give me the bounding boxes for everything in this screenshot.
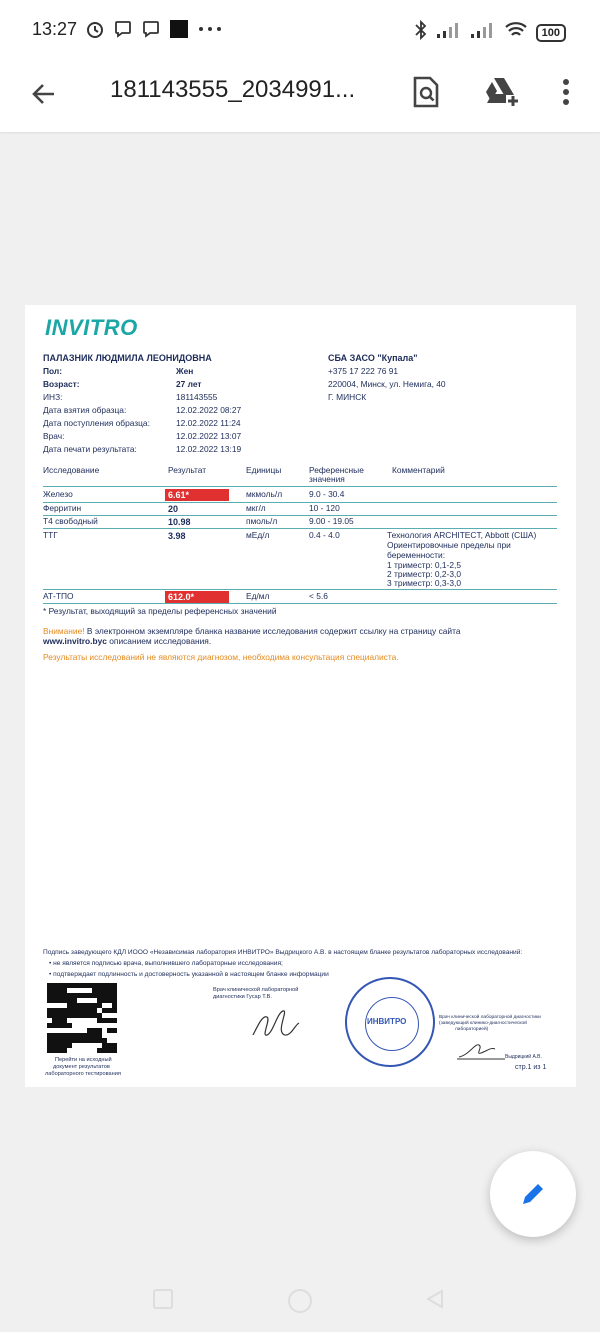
status-bar <box>0 0 600 62</box>
table-divider <box>43 486 557 487</box>
col-test: Исследование <box>43 465 100 475</box>
qr-caption-1: Перейти на исходный <box>55 1057 112 1063</box>
nav-back-button[interactable] <box>424 1288 450 1314</box>
document-page: INVITRO ПАЛАЗНИК ЛЮДМИЛА ЛЕОНИДОВНА Пол: Жен Возраст: 27 лет ИНЗ: 181143555 Дата взятия образца: 12.02.2022 08:27 Дата поступления образца: 12.02.2022 11:24 Врач: 12.02.2022 13:07 Дата печати результата: 12.02.2022 13:19 СБА ЗАСО "Купала" +375 17 222 76 91 220004, Минск, ул. Немига, 40 Г. МИНСК Исследование Результат Единицы Референсные значения Комментарий Железо 6.61* мкмоль/л 9.0 - 30.4 Ферритин 20 мкг/л 10 - 120 Т4 свободный 10.98 пмоль/л 9.00 - 19.05 ТТГ 3.98 мЕд/л 0.4 - 4.0 Технология ARCHITECT, Abbott (США) Ориентировочные пределы при беременности: 1 триместр: 0,1-2,5 2 триместр: 0,2-3,0 3 триместр: 0,3-3,0 АТ-ТПО 612.0* Ед/мл < 5.6 * Результат, выходящий за пределы референсных значений Внимание! В электронном экземпляре бланка название исследования содержит ссылку на страницу сайта www.invitro.byc описанием исследования. Результаты исследований не являются диагнозом, необходима консультация специалиста. Подпись заведующего КДЛ ИООО «Независимая лаборатория ИНВИТРО» Выдрицкого А.В. в настоящем бланке результатов лабораторных исследований: • не является подписью врача, выполнившего лабораторные исследования; • подтверждает подлинность и достоверность указанной в настоящем бланке информации Перейти на исходный документ результатов лабораторного тестирования Врач клинической лабораторной диагностики Гусар Т.В. ИНВИТРО Врач клинической лабораторной диагностики (заведующий клинико-диагностической лабораторией) Выдрицкий А.В. стр.1 из 1 <box>25 305 576 1087</box>
age-label: Возраст: <box>43 379 80 389</box>
row-reference: 9.00 - 19.05 <box>309 516 354 526</box>
doctor-label: Врач: <box>43 431 65 441</box>
row-comment-line: 3 триместр: 0,3-3,0 <box>387 578 461 588</box>
signature-note: Подпись заведующего КДЛ ИООО «Независимая лаборатория ИНВИТРО» Выдрицкого А.В. в настоящем бланке результатов лабораторных исследований: <box>43 949 523 956</box>
table-divider <box>43 603 557 604</box>
row-result-flagged: 612.0* <box>165 591 229 603</box>
more-notifications-icon <box>196 18 224 40</box>
invitro-link[interactable]: www.invitro.byc <box>43 636 107 646</box>
col-comment: Комментарий <box>392 465 445 475</box>
row-comment-line: 2 триместр: 0,2-3,0 <box>387 569 461 579</box>
wifi-icon <box>504 21 528 44</box>
diagnosis-note: Результаты исследований не являются диагнозом, необходима консультация специалиста. <box>43 652 399 662</box>
pencil-icon <box>519 1180 547 1208</box>
head-signature-icon <box>455 1039 507 1061</box>
footnote: * Результат, выходящий за пределы референсных значений <box>43 606 277 616</box>
sample-received-label: Дата поступления образца: <box>43 418 150 428</box>
back-button[interactable] <box>26 76 62 112</box>
recents-button[interactable] <box>152 1288 178 1314</box>
invitro-logo: INVITRO <box>45 315 138 340</box>
doctor-signature-icon <box>245 999 305 1047</box>
col-result: Результат <box>168 465 207 475</box>
attention-text-2: описанием исследования. <box>109 636 212 646</box>
printed-label: Дата печати результата: <box>43 444 137 454</box>
age-value: 27 лет <box>176 379 202 389</box>
row-test: Т4 свободный <box>43 516 98 526</box>
head-signature-title: Врач клинической лабораторной диагностики <box>439 1015 541 1020</box>
row-reference: 0.4 - 4.0 <box>309 530 340 540</box>
more-vert-icon <box>563 79 569 105</box>
table-divider <box>43 589 557 590</box>
row-comment-line: 1 триместр: 0,1-2,5 <box>387 560 461 570</box>
document-title: 181143555_2034991... <box>110 76 356 103</box>
col-units: Единицы <box>246 465 282 475</box>
alarm-icon <box>84 18 106 40</box>
doctor-value: 12.02.2022 13:07 <box>176 431 242 441</box>
navigation-bar <box>0 1270 600 1332</box>
signal-icon <box>470 21 496 44</box>
page-number: стр.1 из 1 <box>515 1064 547 1071</box>
sample-taken-label: Дата взятия образца: <box>43 405 127 415</box>
row-comment-line: Технология ARCHITECT, Abbott (США) <box>387 530 537 540</box>
bullet-1: не является подписью врача, выполнившего лабораторные исследования; <box>53 960 283 967</box>
row-units: Ед/мл <box>246 591 270 601</box>
inz-label: ИНЗ: <box>43 392 63 402</box>
col-reference-2: значения <box>309 474 345 484</box>
row-result-flagged: 6.61* <box>165 489 229 501</box>
sample-received-value: 12.02.2022 11:24 <box>176 418 241 428</box>
more-options-button[interactable] <box>546 72 586 112</box>
row-units: мЕд/л <box>246 530 270 540</box>
row-units: мкмоль/л <box>246 489 283 499</box>
stamp <box>345 977 435 1067</box>
lab-name: СБА ЗАСО "Купала" <box>328 353 418 363</box>
row-test: Ферритин <box>43 503 82 513</box>
arrow-left-icon <box>30 80 58 108</box>
lab-phone: +375 17 222 76 91 <box>328 366 399 376</box>
notification-square-icon <box>168 18 190 40</box>
qr-caption-2: документ результатов <box>53 1064 110 1070</box>
row-reference: 10 - 120 <box>309 503 340 513</box>
qr-caption-3: лабораторного тестирования <box>45 1071 121 1077</box>
circle-icon <box>287 1288 313 1314</box>
inz-value: 181143555 <box>176 392 218 402</box>
row-test: ТТГ <box>43 530 58 540</box>
status-time: 13:27 <box>32 19 78 39</box>
doctor-signature-name: диагностики Гусар Т.В. <box>213 994 272 1000</box>
sex-label: Пол: <box>43 366 63 376</box>
row-result: 3.98 <box>168 531 186 541</box>
edit-fab[interactable] <box>490 1151 576 1237</box>
square-icon <box>152 1288 174 1310</box>
row-reference: < 5.6 <box>309 591 328 601</box>
row-units: мкг/л <box>246 503 266 513</box>
head-signature-title-3: лабораторией) <box>455 1027 489 1032</box>
patient-name: ПАЛАЗНИК ЛЮДМИЛА ЛЕОНИДОВНА <box>43 353 212 363</box>
add-to-drive-button[interactable] <box>482 72 522 112</box>
head-signature-title-2: (заведующий клинико-диагностической <box>439 1021 527 1026</box>
qr-code[interactable] <box>47 983 117 1053</box>
sample-taken-value: 12.02.2022 08:27 <box>176 405 242 415</box>
table-divider <box>43 515 557 516</box>
bluetooth-icon <box>414 20 428 45</box>
row-comment-line: Ориентировочные пределы при <box>387 540 511 550</box>
table-divider <box>43 528 557 529</box>
doctor-signature-title: Врач клинической лабораторной <box>213 987 299 993</box>
stamp-text: ИНВИТРО <box>367 1017 407 1026</box>
battery-indicator: 100 <box>536 24 566 42</box>
row-units: пмоль/л <box>246 516 278 526</box>
printed-value: 12.02.2022 13:19 <box>176 444 242 454</box>
sex-value: Жен <box>176 366 194 376</box>
row-test: АТ-ТПО <box>43 591 74 601</box>
triangle-back-icon <box>424 1288 446 1310</box>
bullet-2: подтверждает подлинность и достоверность указанной в настоящем бланке информации <box>53 971 329 978</box>
app-bar <box>0 62 600 132</box>
home-button[interactable] <box>287 1288 313 1314</box>
attention-text: В электронном экземпляре бланка название исследования содержит ссылку на страницу сайта <box>86 626 461 636</box>
document-search-icon <box>412 76 440 108</box>
col-reference: Референсные <box>309 465 364 475</box>
head-name: Выдрицкий А.В. <box>505 1054 542 1060</box>
row-reference: 9.0 - 30.4 <box>309 489 345 499</box>
lab-city: Г. МИНСК <box>328 392 367 402</box>
attention-label: Внимание! <box>43 626 85 636</box>
viber-icon <box>140 18 162 40</box>
row-comment-line: беременности: <box>387 550 446 560</box>
search-document-button[interactable] <box>406 72 446 112</box>
table-divider <box>43 502 557 503</box>
row-result: 20 <box>168 504 179 514</box>
drive-add-icon <box>484 76 520 108</box>
viber-icon <box>112 18 134 40</box>
row-result: 10.98 <box>168 517 191 527</box>
signal-icon <box>436 21 462 44</box>
row-test: Железо <box>43 489 73 499</box>
lab-address: 220004, Минск, ул. Немига, 40 <box>328 379 446 389</box>
